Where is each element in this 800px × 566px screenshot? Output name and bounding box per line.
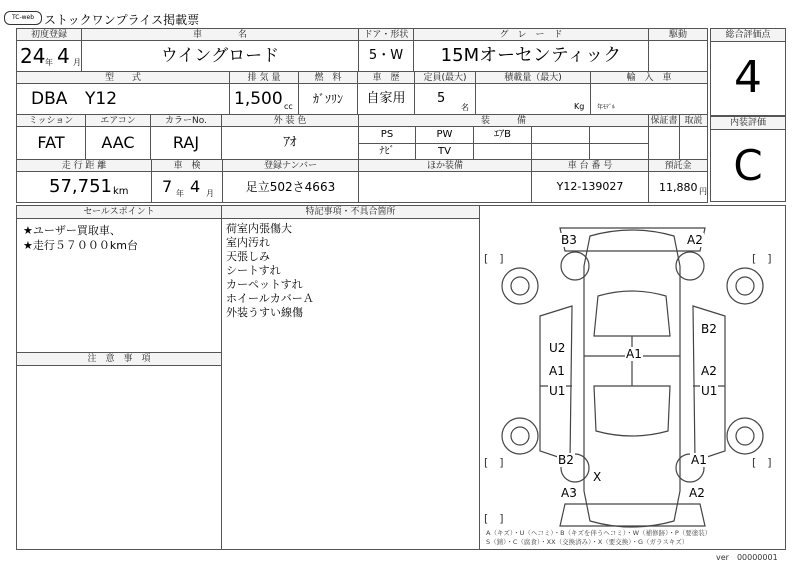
bracket-rear-right: [ ] bbox=[752, 456, 772, 469]
aircon-value: AAC bbox=[85, 126, 151, 160]
model-prefix: DBA bbox=[31, 89, 68, 109]
history-value: 自家用 bbox=[357, 83, 415, 115]
label-other-equip: ほか装備 bbox=[358, 159, 532, 172]
label-notes: 注 意 事 項 bbox=[16, 352, 222, 366]
damage-mark: A3 bbox=[561, 486, 577, 500]
equip-pw: PW bbox=[415, 126, 474, 144]
mission-value: FAT bbox=[16, 126, 86, 160]
mileage-value: 57,751 bbox=[49, 176, 112, 197]
import-cell bbox=[590, 83, 708, 115]
capacity-cell bbox=[414, 83, 476, 115]
first-reg-month-unit: 月 bbox=[73, 58, 81, 67]
label-load: 積載量（最大) bbox=[475, 71, 591, 84]
mileage-cell bbox=[16, 171, 152, 203]
color-no-value: RAJ bbox=[150, 126, 222, 160]
bracket-front-right: [ ] bbox=[752, 252, 772, 265]
label-equipment: 装 備 bbox=[358, 114, 649, 127]
drive-value bbox=[648, 40, 708, 72]
first-reg-year: 24 bbox=[20, 44, 46, 68]
label-remarks: 特記事項・不具合箇所 bbox=[221, 205, 480, 219]
label-warranty: 保証書 bbox=[648, 114, 680, 127]
label-car-name: 車 名 bbox=[81, 28, 359, 41]
legend-line-2: S（錆）・C（腐食）・XX（交換済み）・X（要交換）・G（ガラスキズ） bbox=[486, 538, 689, 546]
load-unit: Kg bbox=[574, 102, 585, 111]
remarks-box bbox=[221, 218, 480, 550]
equip-airbag: ｴｱB bbox=[473, 126, 532, 144]
label-plate: 登録ナンバー bbox=[222, 159, 359, 172]
equip-blank-5 bbox=[589, 143, 649, 160]
label-model: 型 式 bbox=[16, 71, 230, 84]
deposit-unit: 円 bbox=[699, 187, 707, 196]
sales-point-box bbox=[16, 218, 222, 353]
equip-ps: PS bbox=[358, 126, 416, 144]
remark-line: 室内汚れ bbox=[226, 236, 270, 249]
label-exterior: 外 装 色 bbox=[221, 114, 359, 127]
equip-blank-3 bbox=[473, 143, 532, 160]
deposit-cell bbox=[648, 171, 708, 203]
inspection-month-unit: 月 bbox=[206, 189, 214, 198]
label-mission: ミッション bbox=[16, 114, 86, 127]
label-mileage: 走 行 距 離 bbox=[16, 159, 152, 172]
displacement-value: 1,500 bbox=[234, 89, 283, 109]
overall-score: 4 bbox=[710, 41, 786, 116]
label-history: 車 歴 bbox=[357, 71, 415, 84]
label-overall-score: 総合評価点 bbox=[710, 28, 786, 42]
model-cell bbox=[16, 83, 230, 115]
displacement-cell bbox=[229, 83, 299, 115]
label-inspection: 車 検 bbox=[151, 159, 223, 172]
damage-mark: B3 bbox=[561, 233, 577, 247]
model-code: Y12 bbox=[85, 89, 118, 109]
mileage-unit: km bbox=[113, 186, 129, 197]
door-value: 5・W bbox=[358, 40, 414, 72]
equip-blank-4 bbox=[531, 143, 590, 160]
damage-mark: U2 bbox=[549, 341, 566, 355]
fuel-value: ｶﾞｿﾘﾝ bbox=[298, 83, 358, 115]
damage-mark: A2 bbox=[689, 486, 705, 500]
first-reg-cell bbox=[16, 40, 82, 72]
capacity-unit: 名 bbox=[461, 103, 469, 112]
label-displacement: 排 気 量 bbox=[229, 71, 299, 84]
year-model-label: 年ﾓﾃﾞﾙ bbox=[597, 104, 616, 111]
car-outline-diagram bbox=[480, 206, 785, 549]
capacity-value: 5 bbox=[437, 91, 446, 106]
first-reg-year-unit: 年 bbox=[45, 58, 53, 67]
label-manual: 取説 bbox=[679, 114, 708, 127]
equip-blank-2 bbox=[589, 126, 649, 144]
sales-line-2: ★走行５７０００km台 bbox=[23, 239, 138, 252]
remark-line: 天張しみ bbox=[226, 250, 270, 263]
remark-line: 外装うすい線傷 bbox=[226, 306, 303, 319]
bracket-rear-left: [ ] bbox=[484, 456, 504, 469]
version-label: ver 00000001 bbox=[716, 553, 778, 562]
exterior-value: ｱｵ bbox=[221, 126, 359, 160]
damage-mark: A1 bbox=[549, 364, 565, 378]
label-color-no: カラーNo. bbox=[150, 114, 222, 127]
damage-mark: X bbox=[593, 470, 602, 484]
equip-tv: TV bbox=[415, 143, 474, 160]
legend-line-1: A（キズ）・U（ヘコミ）・B（キズを伴うヘコミ）・W（補修跡）・P（要塗装） bbox=[486, 529, 712, 537]
chassis-value: Y12-139027 bbox=[531, 171, 649, 203]
damage-mark: U1 bbox=[549, 384, 566, 398]
label-first-reg: 初度登録 bbox=[16, 28, 82, 41]
label-aircon: エアコン bbox=[85, 114, 151, 127]
interior-score: C bbox=[710, 129, 786, 202]
damage-diagram bbox=[479, 205, 786, 550]
remark-line: 荷室内張傷大 bbox=[226, 222, 292, 235]
label-deposit: 預託金 bbox=[648, 159, 708, 172]
load-cell bbox=[475, 83, 591, 115]
label-chassis: 車 台 番 号 bbox=[531, 159, 649, 172]
grade-value: 15Mオーセンティック bbox=[413, 40, 649, 72]
remark-line: シートすれ bbox=[226, 264, 281, 277]
damage-mark: A2 bbox=[687, 233, 703, 247]
inspection-month: 4 bbox=[190, 177, 201, 196]
damage-mark: A1 bbox=[691, 453, 707, 467]
inspection-cell bbox=[151, 171, 223, 203]
deposit-value: 11,880 bbox=[659, 181, 698, 194]
plate-value: 足立502さ4663 bbox=[222, 171, 359, 203]
displacement-unit: cc bbox=[284, 102, 293, 111]
other-equip-value bbox=[358, 171, 532, 203]
first-reg-month: 4 bbox=[57, 44, 70, 68]
equip-blank-1 bbox=[531, 126, 590, 144]
label-capacity: 定員(最大) bbox=[414, 71, 476, 84]
damage-mark: B2 bbox=[558, 453, 574, 467]
damage-mark: A1 bbox=[626, 347, 642, 361]
damage-mark: B2 bbox=[701, 322, 717, 336]
label-interior-score: 内装評価 bbox=[710, 116, 786, 130]
damage-mark: U1 bbox=[701, 384, 718, 398]
label-fuel: 燃 料 bbox=[298, 71, 358, 84]
label-import: 輸 入 車 bbox=[590, 71, 708, 84]
car-name-value: ウイングロード bbox=[81, 40, 359, 72]
equip-navi: ﾅﾋﾞ bbox=[358, 143, 416, 160]
bracket-bottom: [ ] bbox=[484, 512, 504, 525]
page-title: ストックワンプライス掲載票 bbox=[44, 13, 200, 27]
bracket-front-left: [ ] bbox=[484, 252, 504, 265]
inspection-year: 7 bbox=[162, 177, 173, 196]
notes-box bbox=[16, 365, 222, 550]
label-sales-point: セールスポイント bbox=[16, 205, 222, 219]
damage-mark: A2 bbox=[701, 364, 717, 378]
inspection-year-unit: 年 bbox=[176, 189, 184, 198]
label-drive: 駆動 bbox=[648, 28, 708, 41]
warranty-value bbox=[648, 126, 680, 160]
remark-line: ホイールカバーＡ bbox=[226, 292, 314, 305]
label-door-shape: ドア・形状 bbox=[358, 28, 414, 41]
remark-line: カーペットすれ bbox=[226, 278, 303, 291]
sales-line-1: ★ユーザー買取車、 bbox=[23, 224, 121, 237]
manual-value bbox=[679, 126, 708, 160]
logo: TC-web bbox=[4, 11, 42, 25]
label-grade: グ レ ー ド bbox=[413, 28, 649, 41]
